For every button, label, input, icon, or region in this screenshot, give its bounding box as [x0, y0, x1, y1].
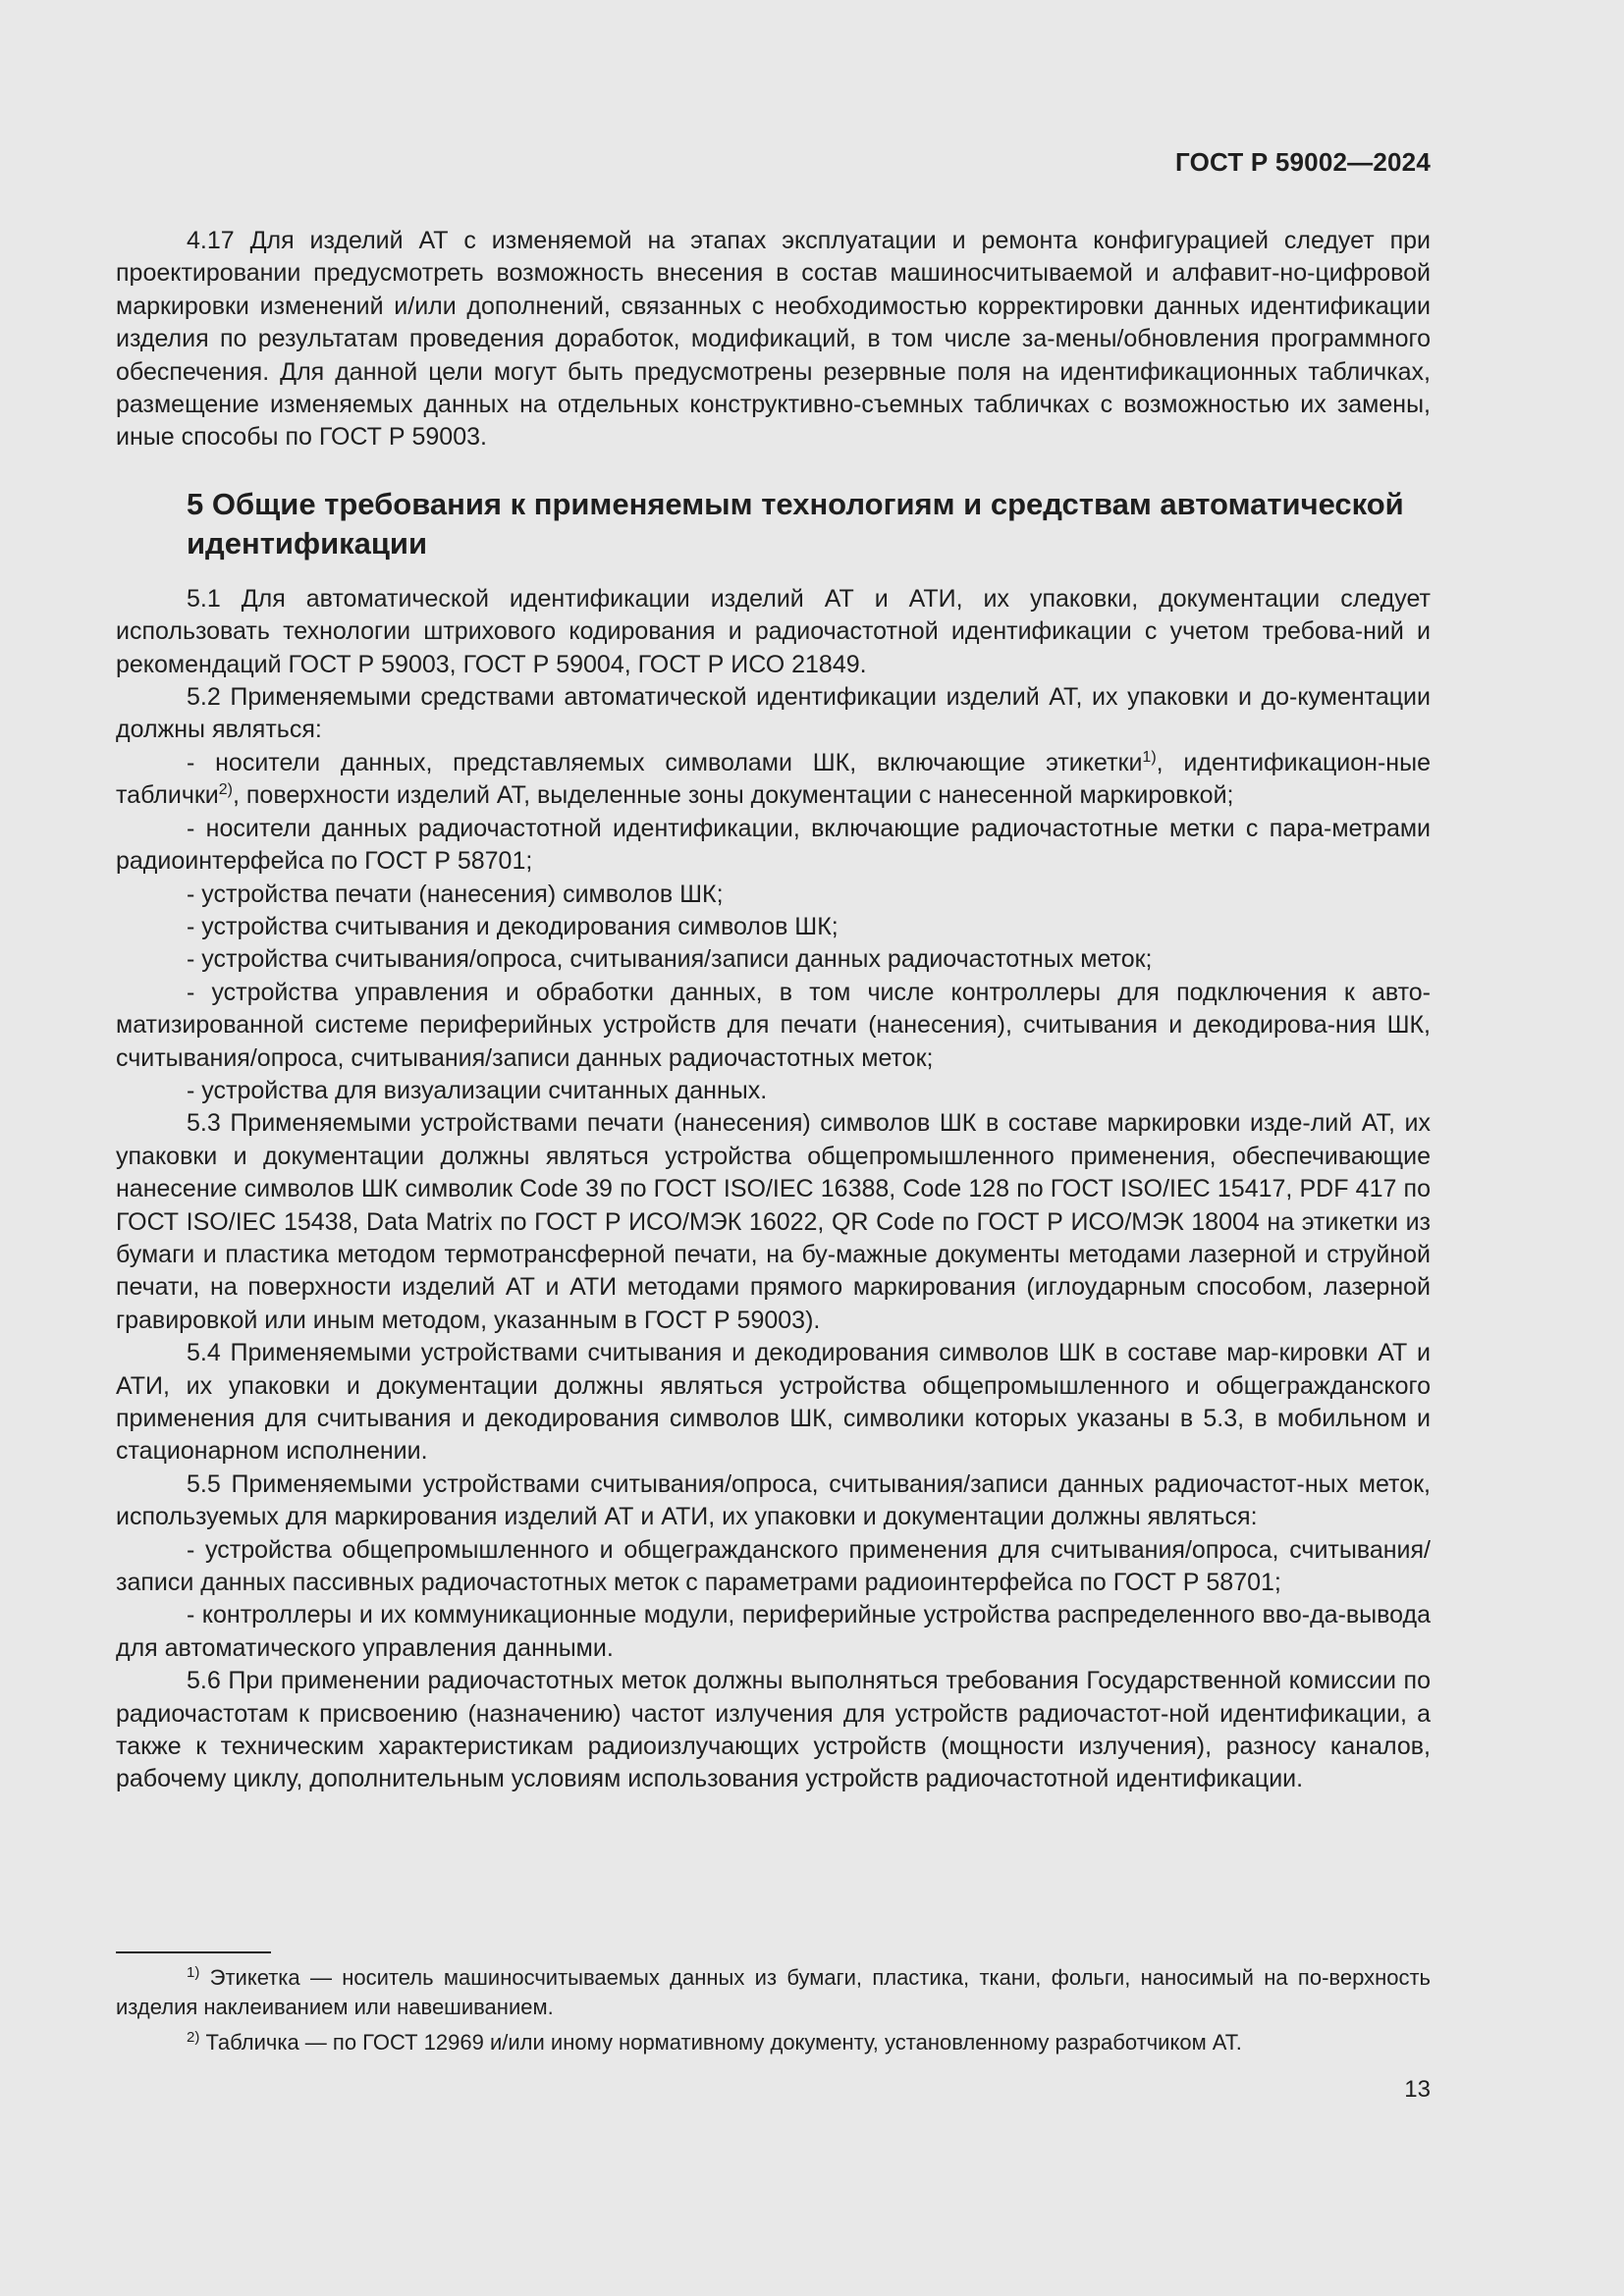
paragraph-5-5: 5.5 Применяемыми устройствами считывания/опроса, считывания/записи данных радиочастот-ных меток, используемых для маркирования изделий АТ и АТИ, их упаковки и документации должны являться:: [116, 1469, 1431, 1531]
footnotes: [116, 1963, 1431, 2063]
list-item: - устройства печати (нанесения) символов ШК;: [187, 880, 724, 908]
footnote-2: [116, 2028, 1431, 2057]
paragraph-4-17: 4.17 Для изделий АТ с изменяемой на этапах эксплуатации и ремонта конфигурацией следует при проектировании предусмотреть возможность внесения в состав машиносчитываемой и алфавит-но-цифровой маркировки изменений и/или дополнений, связанных с необходимостью корректировки данных идентификации изделия по результатам проведения доработок, модификаций, в том числе за-мены/обновления программного обеспечения. Для данной цели могут быть предусмотрены резервные поля на идентификационных табличках, размещение изменяемых данных на отдельных конструктивно-съемных табличках с возможностью их замены, иные способы по ГОСТ Р 59003.: [116, 227, 1431, 452]
list-item: - устройства общепромышленного и общегражданского применения для считывания/опроса, считывания/записи данных пассивных радиочастотных меток с параметрами радиоинтерфейса по ГОСТ Р 58701;: [116, 1535, 1431, 1597]
list-item: [116, 747, 1431, 813]
footnote-text: Этикетка — носитель машиносчитываемых данных из бумаги, пластика, ткани, фольги, наносимый на по-верхность изделия наклеиванием или навешиванием.: [116, 1965, 1431, 2019]
footnote-1: [116, 1963, 1431, 2022]
list-item: - носители данных радиочастотной идентификации, включающие радиочастотные метки с пара-метрами радиоинтерфейса по ГОСТ Р 58701;: [116, 814, 1431, 876]
list-item: - контроллеры и их коммуникационные модули, периферийные устройства распределенного вво-да-вывода для автоматического управления данными.: [116, 1601, 1431, 1662]
paragraph-5-6: 5.6 При применении радиочастотных меток должны выполняться требования Государственной комиссии по радиочастотам к присвоению (назначению) частот излучения для устройств радиочастот-ной идентификации, а также к техническим характеристикам радиоизлучающих устройств (мощности излучения), разносу каналов, рабочему циклу, дополнительным условиям использования устройств радиочастотной идентификации.: [116, 1667, 1431, 1793]
footnote-text: Табличка — по ГОСТ 12969 и/или иному нормативному документу, установленному разработчиком АТ.: [205, 2030, 1242, 2055]
list-item: - устройства для визуализации считанных данных.: [187, 1076, 768, 1104]
list-item-text: , идентификацион-ные таблички: [116, 748, 1431, 810]
list-item: - устройства управления и обработки данных, в том числе контроллеры для подключения к авто-матизированной системе периферийных устройств для печати (нанесения), считывания и декодирова-ния ШК, считывания/опроса, считывания/записи данных радиочастотных меток;: [116, 978, 1431, 1072]
paragraph-5-2: 5.2 Применяемыми средствами автоматической идентификации изделий АТ, их упаковки и до-кументации должны являться:: [116, 683, 1431, 744]
footnote-separator: [116, 1951, 271, 1953]
footnote-marker: 2): [187, 2029, 200, 2046]
body-text: [116, 225, 1431, 1796]
footnote-marker: 1): [187, 1964, 200, 1981]
paragraph-5-1: 5.1 Для автоматической идентификации изделий АТ и АТИ, их упаковки, документации следует использовать технологии штрихового кодирования и радиочастотной идентификации с учетом требова-ний и рекомендаций ГОСТ Р 59003, ГОСТ Р 59004, ГОСТ Р ИСО 21849.: [116, 584, 1431, 678]
list-item-text: , поверхности изделий АТ, выделенные зоны документации с нанесенной маркировкой;: [232, 781, 1234, 810]
paragraph-5-3: 5.3 Применяемыми устройствами печати (нанесения) символов ШК в составе маркировки изде-лий АТ, их упаковки и документации должны являться устройства общепромышленного применения, обеспечивающие нанесение символов ШК символик Code 39 по ГОСТ ISO/IEC 16388, Code 128 по ГОСТ ISO/IEC 15417, PDF 417 по ГОСТ ISO/IEC 15438, Data Matrix по ГОСТ Р ИСО/МЭК 16022, QR Code по ГОСТ Р ИСО/МЭК 18004 на этикетки из бумаги и пластика методом термотрансферной печати, на бу-мажные документы методами лазерной и струйной печати, на поверхности изделий АТ и АТИ методами прямого маркирования (иглоударным способом, лазерной гравировкой или иным методом, указанным в ГОСТ Р 59003).: [116, 1109, 1431, 1334]
footnote-ref-1[interactable]: 1): [1142, 748, 1157, 766]
footnote-ref-2[interactable]: 2): [218, 781, 233, 799]
list-item: - устройства считывания/опроса, считывания/записи данных радиочастотных меток;: [187, 945, 1153, 974]
section-5-heading: 5 Общие требования к применяемым технологиям и средствам автоматической идентификации: [187, 486, 1404, 561]
list-item-text: - носители данных, представляемых символами ШК, включающие этикетки: [187, 748, 1143, 776]
page-number: 13: [1404, 2076, 1431, 2103]
paragraph-5-4: 5.4 Применяемыми устройствами считывания и декодирования символов ШК в составе мар-кировки АТ и АТИ, их упаковки и документации должны являться устройства общепромышленного и общегражданского применения для считывания и декодирования символов ШК, символики которых указаны в 5.3, в мобильном и стационарном исполнении.: [116, 1339, 1431, 1466]
list-item: - устройства считывания и декодирования символов ШК;: [187, 912, 839, 940]
document-code-header: ГОСТ Р 59002—2024: [1175, 147, 1431, 177]
